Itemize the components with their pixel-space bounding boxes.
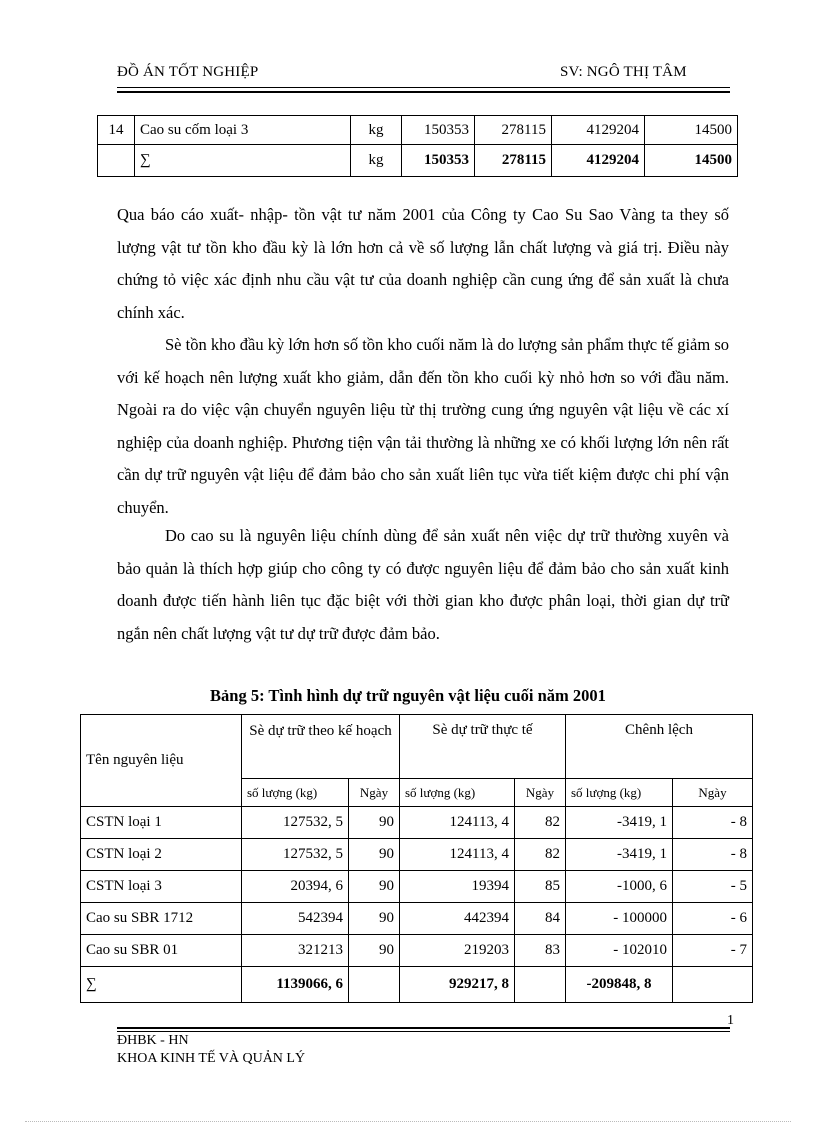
material-name: CSTN loại 2 (81, 839, 242, 871)
group-diff-header: Chênh lệch (566, 715, 753, 779)
table-row (98, 116, 738, 145)
cell-total: 14500 (645, 145, 738, 177)
diff-days: - 8 (673, 807, 753, 839)
sum-symbol: ∑ (135, 145, 351, 177)
plan-days: 90 (349, 839, 400, 871)
diff-days: - 6 (673, 903, 753, 935)
actual-days: 82 (515, 839, 566, 871)
table-row (81, 807, 753, 839)
actual-qty: 19394 (400, 871, 515, 903)
actual-days: 85 (515, 871, 566, 903)
table-caption: Bảng 5: Tình hình dự trữ nguyên vật liệu cuối năm 2001 (210, 686, 606, 705)
plan-qty: 542394 (242, 903, 349, 935)
cell-value: 4129204 (552, 116, 645, 145)
page-bottom-border (25, 1121, 791, 1122)
sub-day-header: Ngày (515, 779, 566, 807)
plan-days: 90 (349, 871, 400, 903)
table-row (81, 871, 753, 903)
cell-unit: kg (351, 116, 402, 145)
table-row (81, 839, 753, 871)
actual-qty: 124113, 4 (400, 839, 515, 871)
sum-symbol: ∑ (81, 967, 242, 1003)
cell-value: 150353 (402, 116, 475, 145)
diff-qty: -1000, 6 (566, 871, 673, 903)
footer-rule (117, 1027, 730, 1029)
diff-days: - 7 (673, 935, 753, 967)
footer-faculty: KHOA KINH TẾ VÀ QUẢN LÝ (117, 1051, 306, 1066)
plan-qty: 20394, 6 (242, 871, 349, 903)
plan-days: 90 (349, 935, 400, 967)
paragraph-3: Do cao su là nguyên liệu chính dùng để sản xuất nên việc dự trữ thường xuyên và bảo quản là thích hợp giúp cho công ty có được nguyên liệu để đảm bảo cho sản xuất kinh doanh được tiến hành liên tục đặc biệt với thời gian kho được phân loại, thời gian dự trữ ngắn nên chất lượng vật tư dự trữ được đảm bảo. (117, 526, 729, 643)
sub-day-header: Ngày (349, 779, 400, 807)
plan-qty: 127532, 5 (242, 807, 349, 839)
group-plan-header: Sè dự trữ theo kế hoạch (242, 715, 400, 779)
diff-days: - 5 (673, 871, 753, 903)
footer-rule-thin (117, 1031, 730, 1032)
cell-unit: kg (351, 145, 402, 177)
table-row (81, 903, 753, 935)
sub-qty-header: số lượng (kg) (566, 779, 673, 807)
cell-total: 4129204 (552, 145, 645, 177)
cell-value: 14500 (645, 116, 738, 145)
cell-total: 278115 (475, 145, 552, 177)
page-number: 1 (727, 1013, 734, 1028)
actual-days: 84 (515, 903, 566, 935)
sub-qty-header: số lượng (kg) (242, 779, 349, 807)
actual-qty: 442394 (400, 903, 515, 935)
sub-day-header: Ngày (673, 779, 753, 807)
actual-days: 83 (515, 935, 566, 967)
plan-days: 90 (349, 807, 400, 839)
cell-name: Cao su cốm loại 3 (135, 116, 351, 145)
cell-value: 278115 (475, 116, 552, 145)
actual-qty: 219203 (400, 935, 515, 967)
plan-days: 90 (349, 903, 400, 935)
table-row-total (98, 145, 738, 177)
cell-no (98, 145, 135, 177)
header-left: ĐỒ ÁN TỐT NGHIỆP (117, 64, 259, 80)
footer-school: ĐHBK - HN (117, 1033, 189, 1048)
diff-qty: - 100000 (566, 903, 673, 935)
header-rule-double (117, 91, 730, 93)
reserve-table (80, 714, 753, 1003)
total-actual-qty: 929217, 8 (400, 967, 515, 1003)
actual-days: 82 (515, 807, 566, 839)
header-rule (117, 87, 730, 88)
empty-cell (673, 967, 753, 1003)
diff-qty: - 102010 (566, 935, 673, 967)
actual-qty: 124113, 4 (400, 807, 515, 839)
col-name-header: Tên nguyên liệu (81, 715, 242, 807)
material-name: Cao su SBR 01 (81, 935, 242, 967)
table-row (81, 935, 753, 967)
material-name: Cao su SBR 1712 (81, 903, 242, 935)
paragraph-1: Qua báo cáo xuất- nhập- tồn vật tư năm 2001 của Công ty Cao Su Sao Vàng ta they số lượng vật tư tồn kho đầu kỳ là lớn hơn cả về số lượng lẫn chất lượng và giá trị. Điều này chứng tỏ việc xác định nhu cầu vật tư của doanh nghiệp cần cung ứng để sản xuất là chưa chính xác. (117, 205, 729, 322)
header-right: SV: NGÔ THỊ TÂM (560, 64, 687, 80)
top-table (97, 115, 738, 177)
table-header-row (81, 715, 753, 779)
diff-days: - 8 (673, 839, 753, 871)
paragraph-2: Sè tồn kho đầu kỳ lớn hơn số tồn kho cuối năm là do lượng sản phẩm thực tế giảm so với kế hoạch nên lượng xuất kho giảm, dẫn đến tồn kho cuối kỳ nhỏ hơn so với đầu năm. Ngoài ra do việc vận chuyển nguyên liệu từ thị trường cung ứng nguyên vật liệu về các xí nghiệp của doanh nghiệp. Phương tiện vận tải thường là những xe có khối lượng lớn nên rất cần dự trữ nguyên vật liệu để đảm bảo cho sản xuất liên tục vừa tiết kiệm được chi phí vận chuyển. (117, 335, 729, 517)
diff-qty: -3419, 1 (566, 807, 673, 839)
table-row-total (81, 967, 753, 1003)
group-actual-header: Sè dự trữ thực tế (400, 715, 566, 779)
plan-qty: 127532, 5 (242, 839, 349, 871)
material-name: CSTN loại 3 (81, 871, 242, 903)
cell-no: 14 (98, 116, 135, 145)
empty-cell (349, 967, 400, 1003)
total-diff-qty: -209848, 8 (566, 967, 673, 1003)
diff-qty: -3419, 1 (566, 839, 673, 871)
total-plan-qty: 1139066, 6 (242, 967, 349, 1003)
cell-total: 150353 (402, 145, 475, 177)
material-name: CSTN loại 1 (81, 807, 242, 839)
empty-cell (515, 967, 566, 1003)
plan-qty: 321213 (242, 935, 349, 967)
sub-qty-header: số lượng (kg) (400, 779, 515, 807)
